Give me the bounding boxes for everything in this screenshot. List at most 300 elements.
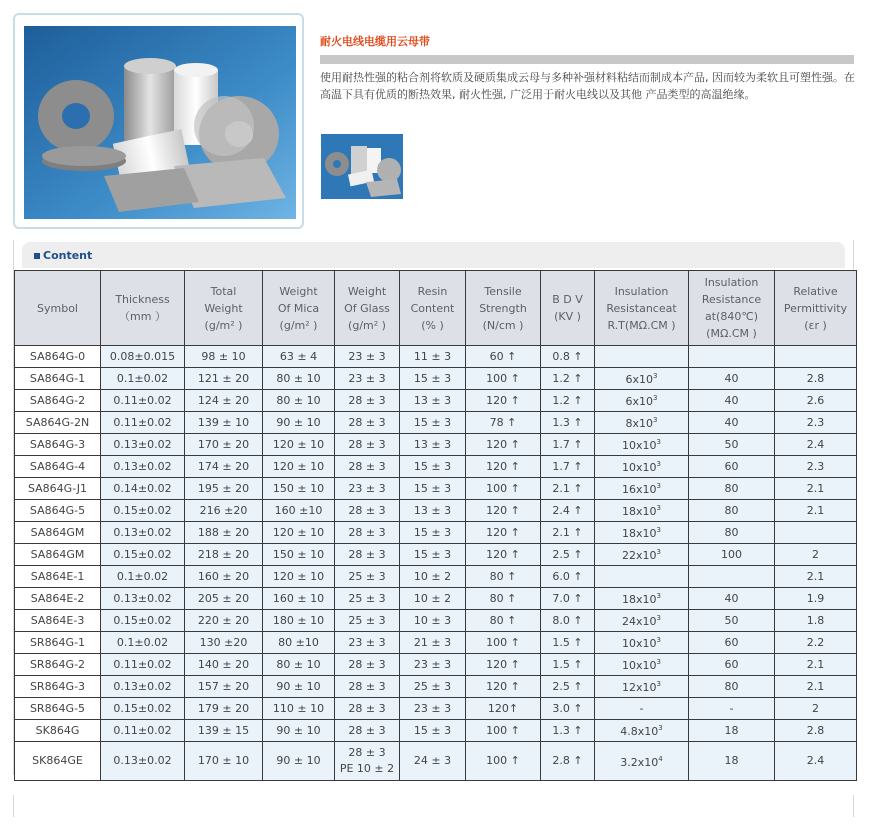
cell-value: 7.0 ↑ xyxy=(552,592,583,605)
cell-glass xyxy=(335,544,400,566)
column-header-line: Of Mica xyxy=(277,301,320,315)
table-row xyxy=(15,544,857,566)
cell-value: 150 ± 10 xyxy=(272,482,325,495)
cell-tensile xyxy=(466,412,541,434)
cell-value: 140 ± 20 xyxy=(197,658,250,671)
cell-value: 2.4 ↑ xyxy=(552,504,583,517)
cell-tensile xyxy=(466,654,541,676)
cell-glass xyxy=(335,676,400,698)
cell-value: 80 ± 10 xyxy=(276,658,321,671)
cell-value: 120 ± 10 xyxy=(272,526,325,539)
cell-value: 100 ↑ xyxy=(486,724,520,737)
cell-ir_rt xyxy=(595,566,689,588)
cell-value: 80 ↑ xyxy=(489,614,517,627)
cell-thickness xyxy=(101,676,185,698)
cell-value: 110 ± 10 xyxy=(272,702,325,715)
cell-thickness xyxy=(101,478,185,500)
cell-value: 28 ± 3 xyxy=(348,394,386,407)
cell-resin xyxy=(400,698,466,720)
cell-perm xyxy=(775,742,857,781)
cell-value: 120 ↑ xyxy=(486,548,520,561)
cell-value: 90 ± 10 xyxy=(276,724,321,737)
cell-value: 28 ± 3 xyxy=(348,526,386,539)
cell-value: 180 ± 10 xyxy=(272,614,325,627)
column-header-line: Thickness xyxy=(115,293,170,306)
cell-total xyxy=(185,566,263,588)
cell-value: 16x10 xyxy=(622,482,657,496)
column-header-line: Strength xyxy=(479,301,527,315)
cell-value: 2 xyxy=(812,548,819,561)
cell-tensile xyxy=(466,566,541,588)
cell-value: 15 ± 3 xyxy=(413,548,452,561)
cell-total xyxy=(185,412,263,434)
cell-value: 18 xyxy=(724,754,739,767)
table-row xyxy=(15,698,857,720)
column-header-line: Content xyxy=(410,301,455,315)
exponent: 3 xyxy=(656,503,661,512)
cell-value: SA864GM xyxy=(30,548,85,561)
cell-value: 13 ± 3 xyxy=(413,504,452,517)
cell-thickness xyxy=(101,632,185,654)
column-header xyxy=(185,271,263,346)
cell-ir_840 xyxy=(689,390,775,412)
cell-value: 10x10 xyxy=(622,460,657,474)
cell-total xyxy=(185,368,263,390)
table-row xyxy=(15,742,857,781)
cell-value: 18 xyxy=(724,724,739,737)
cell-value: 1.5 ↑ xyxy=(552,658,583,671)
cell-value: 1.2 ↑ xyxy=(552,372,583,385)
cell-symbol xyxy=(15,698,101,720)
cell-value: 22x10 xyxy=(622,548,657,562)
table-row xyxy=(15,676,857,698)
cell-bdv xyxy=(541,720,595,742)
cell-symbol xyxy=(15,500,101,522)
cell-value: 139 ± 15 xyxy=(197,724,250,737)
cell-mica xyxy=(263,632,335,654)
cell-glass xyxy=(335,698,400,720)
cell-resin xyxy=(400,566,466,588)
cell-perm xyxy=(775,346,857,368)
cell-value: 28 ± 3 xyxy=(348,416,386,429)
cell-thickness xyxy=(101,368,185,390)
cell-symbol xyxy=(15,368,101,390)
column-header-line: (N/cm ) xyxy=(482,318,524,332)
cell-ir_rt xyxy=(595,434,689,456)
table-row xyxy=(15,390,857,412)
cell-value: 8x10 xyxy=(625,416,654,430)
cell-tensile xyxy=(466,610,541,632)
exponent: 3 xyxy=(653,371,658,380)
column-header-line: Tensile xyxy=(484,284,522,298)
table-row xyxy=(15,500,857,522)
column-header-line: Weight xyxy=(347,284,387,298)
cell-value: 23 ± 3 xyxy=(348,636,386,649)
cell-value: SA864E-3 xyxy=(30,614,85,627)
cell-value: 120 ↑ xyxy=(486,460,520,473)
cell-thickness xyxy=(101,698,185,720)
cell-value: 90 ± 10 xyxy=(276,754,321,767)
column-header xyxy=(15,271,101,346)
cell-value: 13 ± 3 xyxy=(413,394,452,407)
cell-ir_rt xyxy=(595,368,689,390)
cell-value: 188 ± 20 xyxy=(197,526,250,539)
cell-value: 0.15±0.02 xyxy=(113,614,172,627)
cell-bdv xyxy=(541,588,595,610)
cell-value: 15 ± 3 xyxy=(413,482,452,495)
cell-ir_rt xyxy=(595,456,689,478)
exponent: 3 xyxy=(656,679,661,688)
cell-value: 120 ↑ xyxy=(486,438,520,451)
cell-value: 150 ± 10 xyxy=(272,548,325,561)
cell-thickness xyxy=(101,654,185,676)
cell-value: 50 xyxy=(724,438,739,451)
cell-value: 120 ± 10 xyxy=(272,570,325,583)
cell-value: 23 ± 3 xyxy=(348,482,386,495)
column-header-line: at(840℃) xyxy=(705,310,758,323)
cell-glass xyxy=(335,368,400,390)
cell-value: 100 xyxy=(721,548,742,561)
cell-value: SA864G-3 xyxy=(29,438,86,451)
cell-value: 139 ± 10 xyxy=(197,416,250,429)
cell-value: 0.13±0.02 xyxy=(113,460,172,473)
cell-value: 90 ± 10 xyxy=(276,680,321,693)
cell-ir_840 xyxy=(689,566,775,588)
cell-value: 2.3 xyxy=(806,460,825,473)
cell-value: SK864GE xyxy=(32,754,83,767)
cell-value: 0.15±0.02 xyxy=(113,702,172,715)
cell-value: 2.1 xyxy=(806,680,825,693)
cell-perm xyxy=(775,610,857,632)
cell-value: 1.3 ↑ xyxy=(552,724,583,737)
cell-value: PE 10 ± 2 xyxy=(339,762,395,775)
cell-value: 0.11±0.02 xyxy=(113,658,172,671)
cell-mica xyxy=(263,456,335,478)
cell-glass xyxy=(335,412,400,434)
cell-perm xyxy=(775,676,857,698)
column-header-line: (g/m² ) xyxy=(204,318,243,332)
cell-mica xyxy=(263,522,335,544)
cell-glass xyxy=(335,742,400,781)
cell-value: 40 xyxy=(724,394,739,407)
cell-value: 2.3 xyxy=(806,416,825,429)
cell-value: 63 ± 4 xyxy=(279,350,318,363)
column-header-line: Total xyxy=(210,284,237,298)
cell-bdv xyxy=(541,654,595,676)
cell-value: - xyxy=(729,702,734,715)
cell-value: 100 ↑ xyxy=(486,372,520,385)
cell-value: 25 ± 3 xyxy=(348,592,386,605)
cell-resin xyxy=(400,434,466,456)
cell-value: 28 ± 3 xyxy=(348,724,386,737)
product-title: 耐火电线电缆用云母带 xyxy=(320,35,430,48)
cell-tensile xyxy=(466,632,541,654)
cell-value: 15 ± 3 xyxy=(413,526,452,539)
cell-ir_rt xyxy=(595,742,689,781)
cell-tensile xyxy=(466,434,541,456)
cell-value: 98 ± 10 xyxy=(201,350,246,363)
cell-bdv xyxy=(541,500,595,522)
column-header-line: (MΩ.CM ) xyxy=(706,327,757,340)
cell-perm xyxy=(775,566,857,588)
cell-ir_rt xyxy=(595,346,689,368)
cell-value: 220 ± 20 xyxy=(197,614,250,627)
cell-value: 0.08±0.015 xyxy=(109,350,176,363)
cell-value: 6x10 xyxy=(625,394,654,408)
cell-value: 121 ± 20 xyxy=(197,372,250,385)
cell-thickness xyxy=(101,346,185,368)
cell-mica xyxy=(263,588,335,610)
cell-value: 10 ± 2 xyxy=(413,592,452,605)
cell-value: 0.8 ↑ xyxy=(552,350,583,363)
cell-value: - xyxy=(639,702,644,715)
cell-ir_840 xyxy=(689,346,775,368)
cell-glass xyxy=(335,346,400,368)
cell-value: 157 ± 20 xyxy=(197,680,250,693)
cell-ir_840 xyxy=(689,478,775,500)
cell-total xyxy=(185,654,263,676)
cell-symbol xyxy=(15,346,101,368)
cell-ir_rt xyxy=(595,390,689,412)
cell-value: 120 ↑ xyxy=(486,680,520,693)
cell-tensile xyxy=(466,346,541,368)
cell-value: 174 ± 20 xyxy=(197,460,250,473)
cell-mica xyxy=(263,500,335,522)
cell-value: 15 ± 3 xyxy=(413,460,452,473)
cell-perm xyxy=(775,654,857,676)
cell-ir_rt xyxy=(595,588,689,610)
cell-symbol xyxy=(15,676,101,698)
cell-value: 120↑ xyxy=(487,702,519,715)
cell-value: 2.6 xyxy=(806,394,825,407)
cell-value: 120 ± 10 xyxy=(272,460,325,473)
cell-value: 120 ↑ xyxy=(486,394,520,407)
cell-value: SK864G xyxy=(35,724,80,737)
cell-value: 10x10 xyxy=(622,636,657,650)
cell-total xyxy=(185,610,263,632)
cell-symbol xyxy=(15,456,101,478)
cell-glass xyxy=(335,522,400,544)
cell-tensile xyxy=(466,522,541,544)
cell-tensile xyxy=(466,478,541,500)
cell-value: 1.3 ↑ xyxy=(552,416,583,429)
cell-symbol xyxy=(15,434,101,456)
cell-ir_840 xyxy=(689,434,775,456)
column-header-line: Resistance xyxy=(701,293,762,306)
cell-ir_rt xyxy=(595,720,689,742)
cell-value: 12x10 xyxy=(622,680,657,694)
exponent: 3 xyxy=(656,481,661,490)
cell-value: 28 ± 3 xyxy=(348,702,386,715)
cell-mica xyxy=(263,654,335,676)
cell-ir_840 xyxy=(689,368,775,390)
cell-symbol xyxy=(15,522,101,544)
table-row xyxy=(15,632,857,654)
cell-mica xyxy=(263,346,335,368)
exponent: 3 xyxy=(656,613,661,622)
cell-resin xyxy=(400,654,466,676)
table-row xyxy=(15,588,857,610)
cell-value: SR864G-2 xyxy=(29,658,86,671)
cell-value: 0.1±0.02 xyxy=(116,636,169,649)
column-header xyxy=(400,271,466,346)
cell-value: 6x10 xyxy=(625,372,654,386)
cell-tensile xyxy=(466,588,541,610)
cell-bdv xyxy=(541,434,595,456)
cell-value: 120 ± 10 xyxy=(272,438,325,451)
cell-perm xyxy=(775,544,857,566)
cell-tensile xyxy=(466,390,541,412)
cell-total xyxy=(185,676,263,698)
product-photo xyxy=(24,26,296,219)
cell-perm xyxy=(775,698,857,720)
cell-perm xyxy=(775,368,857,390)
cell-value: 10x10 xyxy=(622,438,657,452)
cell-value: 50 xyxy=(724,614,739,627)
cell-perm xyxy=(775,522,857,544)
cell-value: 2 xyxy=(812,702,819,715)
cell-perm xyxy=(775,390,857,412)
cell-ir_rt xyxy=(595,654,689,676)
column-header xyxy=(466,271,541,346)
cell-mica xyxy=(263,434,335,456)
product-photo-frame xyxy=(13,13,304,229)
column-header-line: Weight xyxy=(204,301,243,315)
cell-value: SA864G-2 xyxy=(29,394,86,407)
table-row xyxy=(15,456,857,478)
column-header xyxy=(595,271,689,346)
cell-value: 0.13±0.02 xyxy=(113,526,172,539)
cell-value: 160 ± 20 xyxy=(197,570,250,583)
cell-value: 120 ↑ xyxy=(486,658,520,671)
cell-resin xyxy=(400,588,466,610)
cell-value: 10 ± 3 xyxy=(413,614,452,627)
content-section-header xyxy=(22,242,845,268)
table-row xyxy=(15,654,857,676)
cell-bdv xyxy=(541,456,595,478)
cell-total xyxy=(185,434,263,456)
cell-resin xyxy=(400,346,466,368)
cell-value: 2.5 ↑ xyxy=(552,680,583,693)
cell-value: 60 ↑ xyxy=(489,350,517,363)
table-row xyxy=(15,478,857,500)
cell-value: 216 ±20 xyxy=(199,504,248,517)
section-title: Content xyxy=(43,249,93,262)
column-header xyxy=(775,271,857,346)
cell-symbol xyxy=(15,610,101,632)
cell-value: 8.0 ↑ xyxy=(552,614,583,627)
cell-thickness xyxy=(101,434,185,456)
cell-value: 28 ± 3 xyxy=(348,680,386,693)
column-header xyxy=(101,271,185,346)
table-row xyxy=(15,566,857,588)
cell-resin xyxy=(400,522,466,544)
cell-ir_840 xyxy=(689,522,775,544)
cell-value: 195 ± 20 xyxy=(197,482,250,495)
product-thumbnail[interactable] xyxy=(321,134,403,199)
cell-bdv xyxy=(541,412,595,434)
exponent: 3 xyxy=(653,415,658,424)
column-header-line: (KV ) xyxy=(554,310,581,323)
cell-value: SA864E-2 xyxy=(30,592,85,605)
cell-value: 2.1 ↑ xyxy=(552,482,583,495)
cell-symbol xyxy=(15,632,101,654)
cell-resin xyxy=(400,368,466,390)
cell-value: 90 ± 10 xyxy=(276,416,321,429)
cell-bdv xyxy=(541,522,595,544)
cell-value: 80 ±10 xyxy=(278,636,319,649)
cell-value: 130 ±20 xyxy=(199,636,248,649)
cell-value: 25 ± 3 xyxy=(413,680,452,693)
cell-thickness xyxy=(101,412,185,434)
cell-value: 15 ± 3 xyxy=(413,724,452,737)
cell-glass xyxy=(335,610,400,632)
cell-value: 25 ± 3 xyxy=(348,570,386,583)
cell-resin xyxy=(400,544,466,566)
table-header-row xyxy=(15,271,857,346)
column-header-line: Insulation xyxy=(614,284,669,298)
cell-value: 160 ± 10 xyxy=(272,592,325,605)
cell-tensile xyxy=(466,456,541,478)
cell-value: 60 xyxy=(724,636,739,649)
cell-value: 25 ± 3 xyxy=(348,614,386,627)
cell-resin xyxy=(400,500,466,522)
cell-value: 0.11±0.02 xyxy=(113,394,172,407)
column-header-line: (g/m² ) xyxy=(279,318,318,332)
cell-bdv xyxy=(541,742,595,781)
cell-value: 80 xyxy=(724,526,739,539)
cell-resin xyxy=(400,676,466,698)
cell-tensile xyxy=(466,720,541,742)
cell-value: 28 ± 3 xyxy=(348,460,386,473)
footer-box xyxy=(13,795,854,817)
cell-value: 21 ± 3 xyxy=(413,636,452,649)
cell-resin xyxy=(400,742,466,781)
cell-perm xyxy=(775,456,857,478)
cell-value: 0.13±0.02 xyxy=(113,680,172,693)
cell-value: 1.7 ↑ xyxy=(552,460,583,473)
cell-ir_rt xyxy=(595,500,689,522)
cell-ir_840 xyxy=(689,676,775,698)
cell-mica xyxy=(263,566,335,588)
cell-thickness xyxy=(101,522,185,544)
cell-value: 0.1±0.02 xyxy=(116,570,169,583)
cell-value: 2.1 ↑ xyxy=(552,526,583,539)
exponent: 3 xyxy=(656,547,661,556)
cell-ir_rt xyxy=(595,412,689,434)
cell-value: 2.1 xyxy=(806,658,825,671)
cell-symbol xyxy=(15,544,101,566)
cell-mica xyxy=(263,390,335,412)
cell-glass xyxy=(335,654,400,676)
cell-value: 2.8 xyxy=(806,372,825,385)
title-divider xyxy=(320,55,854,64)
cell-total xyxy=(185,346,263,368)
cell-ir_840 xyxy=(689,456,775,478)
column-header-line: Permittivity xyxy=(783,301,848,315)
cell-value: 0.15±0.02 xyxy=(113,548,172,561)
cell-value: 0.1±0.02 xyxy=(116,372,169,385)
cell-total xyxy=(185,544,263,566)
cell-ir_840 xyxy=(689,500,775,522)
cell-thickness xyxy=(101,390,185,412)
column-header-line: Insulation xyxy=(704,276,759,289)
specs-table xyxy=(14,270,857,781)
cell-value: 0.13±0.02 xyxy=(113,592,172,605)
cell-perm xyxy=(775,588,857,610)
column-header-line: (g/m² ) xyxy=(348,318,386,332)
cell-value: 0.11±0.02 xyxy=(113,416,172,429)
